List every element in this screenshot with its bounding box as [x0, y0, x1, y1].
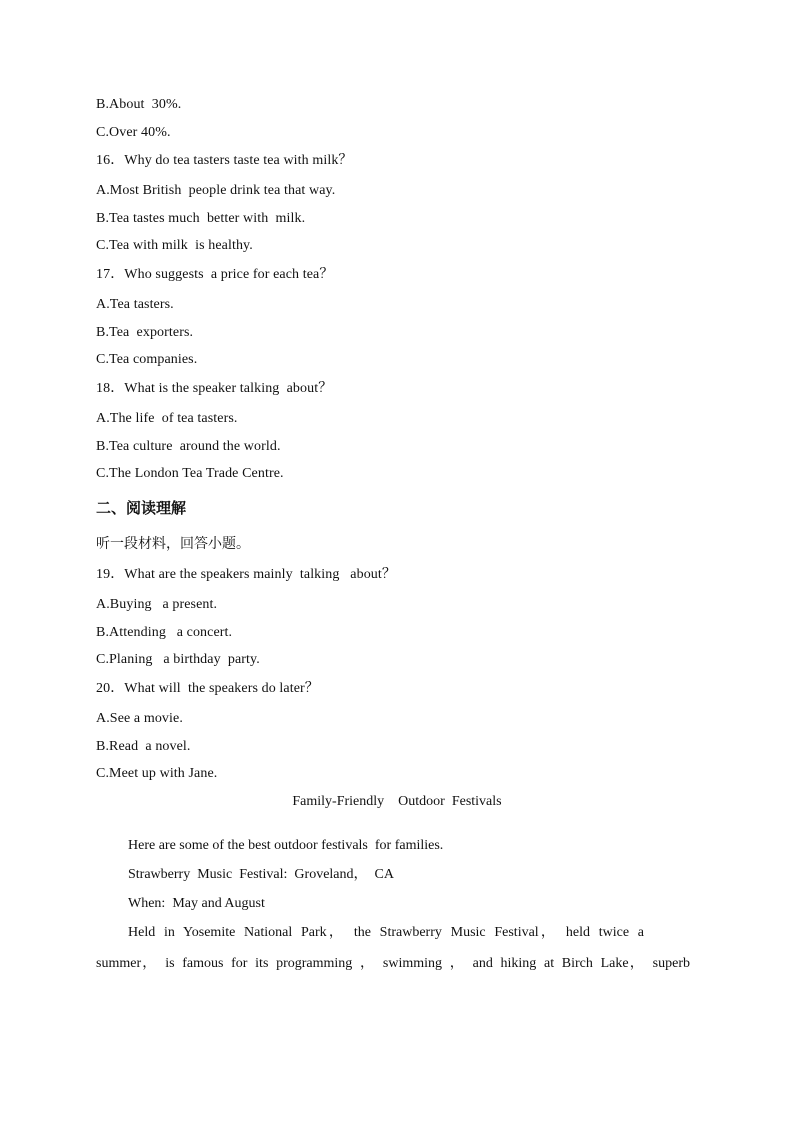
q17-option-b: B.Tea exporters. — [96, 325, 194, 340]
passage-body-line-1: Held in Yosemite National Park， the Strawberry Music Festival， held twice a — [128, 925, 644, 940]
q17-option-a: A.Tea tasters. — [96, 297, 174, 312]
passage-intro: Here are some of the best outdoor festivals for families. — [128, 838, 444, 853]
section-heading: 二、阅读理解 — [96, 499, 187, 517]
passage-body-line-2: summer， is famous for its programming ， swimming ， and hiking at Birch Lake， superb — [96, 956, 690, 971]
q15-option-c: C.Over 40%. — [96, 125, 171, 140]
q20-option-a: A.See a movie. — [96, 711, 183, 726]
q19-option-a: A.Buying a present. — [96, 597, 218, 612]
q20-option-c: C.Meet up with Jane. — [96, 766, 218, 781]
q19-option-c: C.Planing a birthday party. — [96, 652, 260, 667]
q20-option-b: B.Read a novel. — [96, 739, 191, 754]
q20-stem: 20．What will the speakers do later？ — [96, 681, 319, 696]
q18-option-b: B.Tea culture around the world. — [96, 439, 281, 454]
q18-option-c: C.The London Tea Trade Centre. — [96, 466, 284, 481]
q18-stem: 18．What is the speaker talking about？ — [96, 381, 333, 396]
q19-option-b: B.Attending a concert. — [96, 625, 233, 640]
section-instruction: 听一段材料，回答小题。 — [96, 536, 250, 552]
passage-title: Family-Friendly Outdoor Festivals — [292, 794, 502, 809]
q17-stem: 17．Who suggests a price for each tea？ — [96, 267, 334, 282]
q16-option-c: C.Tea with milk is healthy. — [96, 238, 253, 253]
q17-option-c: C.Tea companies. — [96, 352, 198, 367]
q15-option-b: B.About 30%. — [96, 97, 182, 112]
festival-when: When: May and August — [128, 896, 265, 911]
q16-option-b: B.Tea tastes much better with milk. — [96, 211, 306, 226]
q16-stem: 16．Why do tea tasters taste tea with milk？ — [96, 153, 353, 168]
festival-name: Strawberry Music Festival: Groveland， CA — [128, 867, 394, 882]
q18-option-a: A.The life of tea tasters. — [96, 411, 238, 426]
q16-option-a: A.Most British people drink tea that way. — [96, 183, 336, 198]
q19-stem: 19．What are the speakers mainly talking about？ — [96, 567, 396, 582]
